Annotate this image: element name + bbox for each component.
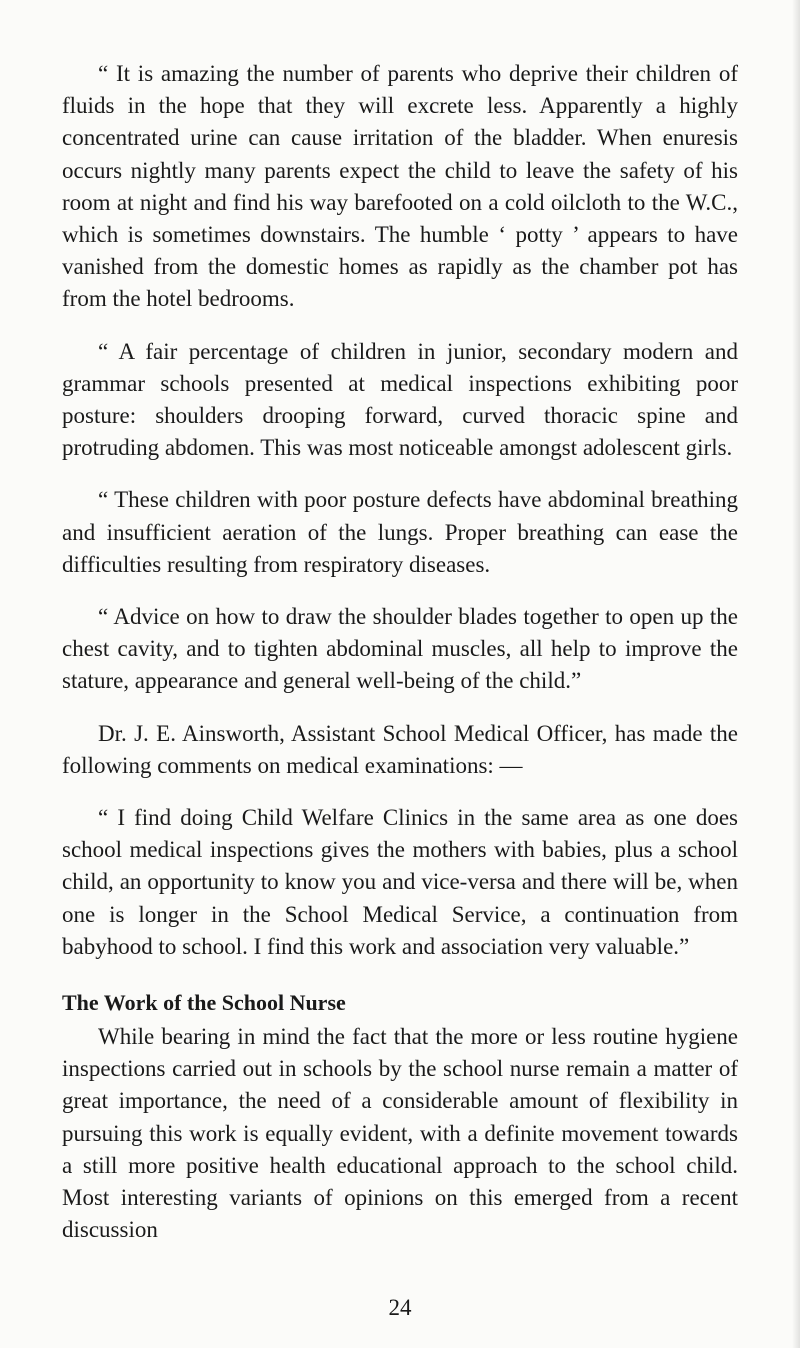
document-page	[62, 58, 738, 1247]
paragraph-advice: “ Advice on how to draw the shoulder blades together to open up the chest cavity, and to tighten abdominal muscles, all help to improve the stature, appearance and general well-being of the child.”	[62, 604, 738, 694]
section-heading: The Work of the School Nurse	[62, 990, 346, 1016]
paragraph-posture: “ A fair percentage of children in junior, secondary modern and grammar schools presented at medical inspections exhibiting poor posture: shoulders drooping forward, curved thoracic spine and protruding abdomen. This was most noticeable amongst adolescent girls.	[62, 338, 738, 461]
paragraph-ainsworth-intro: Dr. J. E. Ainsworth, Assistant School Medical Officer, has made the following comments on medical examinations: —	[62, 720, 738, 778]
paragraph-breathing: “ These children with poor posture defects have abdominal breathing and insufficient aeration of the lungs. Proper breathing can ease the difficulties resulting from respiratory diseases.	[62, 487, 738, 577]
page-edge-shadow	[792, 0, 800, 1348]
paragraph-fluids: “ It is amazing the number of parents who deprive their children of fluids in the hope that they will excrete less. Apparently a highly concentrated urine can cause irritation of the bladder. When enuresis occurs nightly many parents expect the child to leave the safety of his room at night and find his way barefooted on a cold oilcloth to the W.C., which is sometimes downstairs. The humble ‘ potty ’ appears to have vanished from the domestic homes as rapidly as the chamber pot has from the hotel bedrooms.	[62, 61, 738, 312]
paragraph-ainsworth-quote: “ I find doing Child Welfare Clinics in the same area as one does school medical inspections gives the mothers with babies, plus a school child, an opportunity to know you and vice-versa and there will be, when one is longer in the School Medical Service, a continuation from babyhood to school. I find this work and association very valuable.”	[62, 805, 738, 959]
page-number: 24	[388, 1295, 412, 1320]
paragraph-school-nurse: While bearing in mind the fact that the more or less routine hygiene inspections carried out in schools by the school nurse remain a matter of great importance, the need of a considerable amount of flexibility in pursuing this work is equally evident, with a definite movement towards a still more positive health educational approach to the school child. Most interesting variants of opinions on this emerged from a recent discussion	[62, 1024, 738, 1243]
